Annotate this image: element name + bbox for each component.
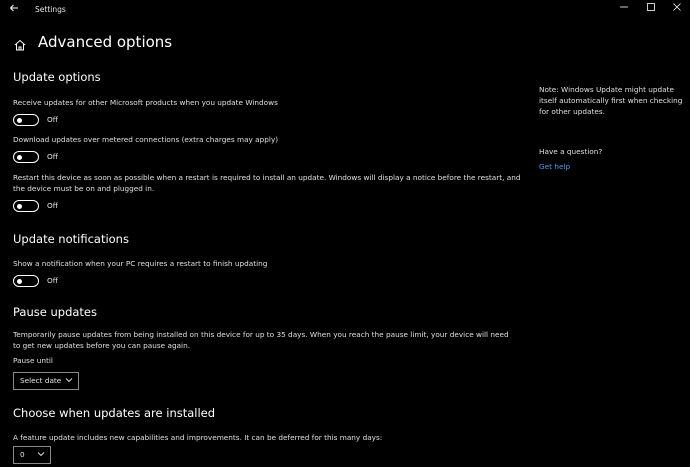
restart-asap-label: Restart this device as soon as possible when a restart is required to install an update. Windows will display a notice before the restart, and the device must be on and plugged in.: [13, 173, 521, 193]
home-button[interactable]: [13, 37, 27, 51]
windows-update-note: Note: Windows Update might update itself automatically first when checking for other updates.: [539, 85, 683, 116]
pause-until-label: Pause until: [13, 356, 53, 365]
maximize-button[interactable]: [638, 2, 664, 18]
update-options-heading: Update options: [13, 70, 101, 84]
chevron-down-icon: [37, 449, 45, 461]
metered-connections-toggle[interactable]: [13, 151, 39, 163]
have-a-question-heading: Have a question?: [539, 147, 603, 156]
title-bar: [0, 0, 690, 20]
other-products-toggle[interactable]: [13, 114, 39, 126]
minimize-button[interactable]: [611, 2, 637, 18]
toggle-state-label: Off: [47, 152, 58, 161]
toggle-state-label: Off: [47, 115, 58, 124]
chevron-down-icon: [65, 375, 73, 387]
toggle-state-label: Off: [47, 201, 58, 210]
close-button[interactable]: [664, 2, 690, 18]
toggle-state-label: Off: [47, 276, 58, 285]
pause-until-value: Select date: [20, 376, 62, 385]
other-products-label: Receive updates for other Microsoft products when you update Windows: [13, 98, 278, 107]
close-icon: [672, 2, 682, 12]
minimize-icon: [619, 2, 629, 12]
update-notifications-heading: Update notifications: [13, 232, 129, 246]
get-help-link[interactable]: Get help: [539, 162, 571, 171]
maximize-icon: [646, 2, 656, 12]
toggle-knob: [17, 118, 22, 123]
restart-asap-toggle[interactable]: [13, 200, 39, 212]
feature-update-deferral-label: A feature update includes new capabilities and improvements. It can be deferred for this many days:: [13, 433, 383, 442]
restart-notification-label: Show a notification when your PC requires a restart to finish updating: [13, 259, 268, 268]
back-arrow-icon: [9, 3, 19, 13]
feature-update-deferral-select[interactable]: [13, 446, 51, 464]
pause-until-select[interactable]: [13, 372, 79, 390]
pause-updates-heading: Pause updates: [13, 305, 97, 319]
toggle-knob: [17, 204, 22, 209]
toggle-knob: [17, 279, 22, 284]
page-title: Advanced options: [38, 33, 173, 51]
metered-connections-label: Download updates over metered connections (extra charges may apply): [13, 135, 279, 144]
app-title: Settings: [35, 5, 66, 14]
home-icon: [13, 38, 27, 52]
back-button[interactable]: [7, 3, 21, 17]
restart-notification-toggle[interactable]: [13, 275, 39, 287]
pause-updates-description: Temporarily pause updates from being installed on this device for up to 35 days. When you reach the pause limit, your device will need to get new updates before you can pause again.: [13, 330, 509, 350]
toggle-knob: [17, 155, 22, 160]
feature-update-deferral-value: 0: [20, 450, 25, 459]
choose-when-heading: Choose when updates are installed: [13, 406, 216, 420]
